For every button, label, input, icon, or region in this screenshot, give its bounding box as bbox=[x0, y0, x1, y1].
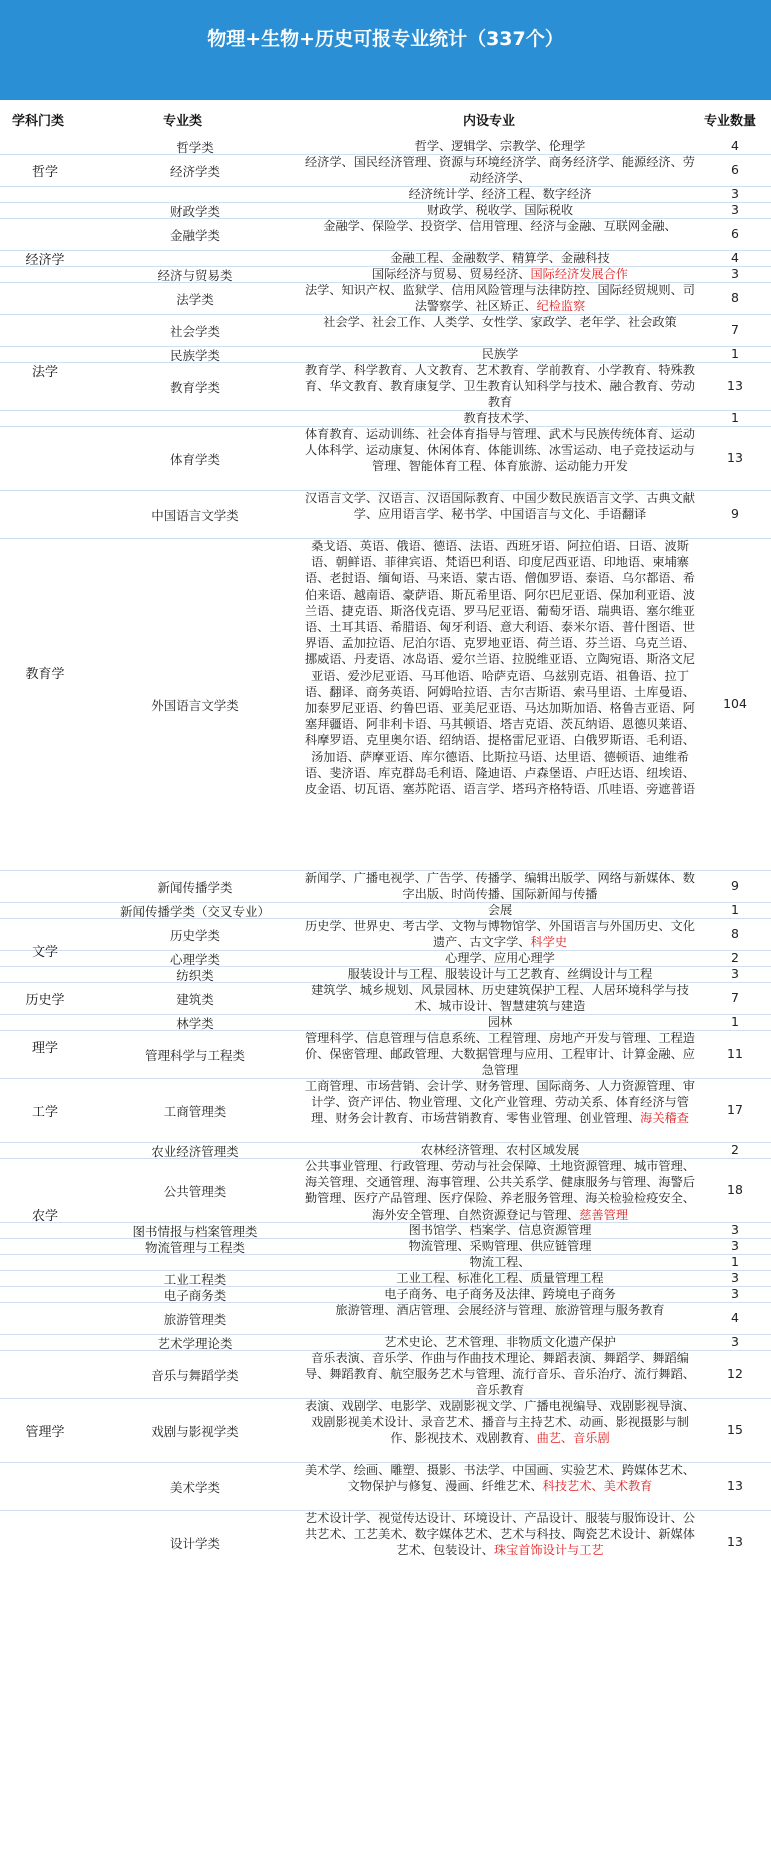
count-cell: 1 bbox=[731, 1254, 739, 1269]
category-cell: 建筑类 bbox=[176, 992, 214, 1007]
count-cell: 3 bbox=[731, 1286, 739, 1301]
table-row bbox=[0, 1398, 771, 1463]
table-row bbox=[0, 218, 771, 251]
major-text: 会展 bbox=[487, 903, 513, 917]
table-row bbox=[0, 538, 771, 871]
table-row bbox=[0, 1350, 771, 1399]
table-row bbox=[0, 186, 771, 203]
discipline-label: 农学 bbox=[31, 1209, 58, 1224]
table-row bbox=[0, 138, 771, 155]
majors-cell bbox=[300, 410, 700, 426]
category-cell: 设计学类 bbox=[169, 1536, 220, 1551]
count-cell: 7 bbox=[731, 322, 739, 337]
count-cell: 8 bbox=[731, 290, 739, 305]
category-cell: 音乐与舞蹈学类 bbox=[151, 1368, 239, 1383]
header-count: 专业数量 bbox=[704, 114, 757, 129]
category-cell: 戏剧与影视学类 bbox=[151, 1424, 239, 1439]
major-text: 管理科学、信息管理与信息系统、工程管理、房地产开发与管理、工程造价、保密管理、邮政管理、大数据管理与应用、工程审计、计算金融、应急管理 bbox=[305, 1031, 695, 1078]
table-row bbox=[0, 982, 771, 1015]
discipline-label: 管理学 bbox=[25, 1425, 65, 1440]
discipline-label: 经济学 bbox=[25, 253, 65, 268]
table-row bbox=[0, 154, 771, 187]
category-cell: 经济学类 bbox=[169, 164, 220, 179]
new-major-text: 海关稽查 bbox=[640, 1111, 689, 1126]
table-row bbox=[0, 950, 771, 967]
table-row bbox=[0, 1142, 771, 1159]
count-cell: 13 bbox=[727, 1534, 743, 1549]
table-row bbox=[0, 1158, 771, 1223]
majors-cell bbox=[300, 266, 700, 282]
major-text: 艺术设计学、视觉传达设计、环境设计、产品设计、服装与服饰设计、公共艺术、工艺美术、数字媒体艺术、艺术与科技、陶瓷艺术设计、新媒体艺术、包装设计、 bbox=[305, 1511, 695, 1558]
table-row bbox=[0, 1334, 771, 1351]
new-major-text: 国际经济发展合作 bbox=[530, 267, 628, 281]
major-text: 法学、知识产权、监狱学、信用风险管理与法律防控、国际经贸规则、司法警察学、社区矫正、 bbox=[305, 283, 695, 314]
major-text: 建筑学、城乡规划、风景园林、历史建筑保护工程、人居环境科学与技术、城市设计、智慧建筑与建造 bbox=[311, 983, 689, 1014]
category-cell: 物流管理与工程类 bbox=[144, 1240, 245, 1255]
count-cell: 13 bbox=[727, 1478, 743, 1493]
majors-cell bbox=[300, 346, 700, 362]
count-cell: 17 bbox=[727, 1102, 743, 1117]
majors-cell bbox=[300, 538, 700, 797]
count-cell: 1 bbox=[731, 1014, 739, 1029]
major-text: 图书馆学、档案学、信息资源管理 bbox=[408, 1223, 592, 1237]
new-major-text: 慈善管理 bbox=[579, 1207, 628, 1222]
majors-cell bbox=[300, 1398, 700, 1447]
count-cell: 9 bbox=[731, 878, 739, 893]
count-cell: 2 bbox=[731, 1142, 739, 1157]
category-cell: 历史学类 bbox=[169, 928, 220, 943]
major-text: 公共事业管理、行政管理、劳动与社会保障、土地资源管理、城市管理、海关管理、交通管理、海事管理、公共关系学、健康服务与管理、海警后勤管理、医疗产品管理、医疗保险、养老服务管理、海关检验检疫安全、海外安全管理、自然资源登记与管理、 bbox=[305, 1159, 695, 1222]
majors-cell bbox=[300, 154, 700, 186]
header-discipline: 学科门类 bbox=[12, 114, 65, 129]
majors-cell bbox=[300, 138, 700, 154]
count-cell: 15 bbox=[727, 1422, 743, 1437]
category-cell: 艺术学理论类 bbox=[157, 1336, 233, 1351]
table-row bbox=[0, 1238, 771, 1255]
table-row bbox=[0, 966, 771, 983]
majors-cell bbox=[300, 902, 700, 918]
major-text: 园林 bbox=[487, 1015, 513, 1029]
category-cell: 哲学类 bbox=[176, 140, 214, 155]
majors-cell bbox=[300, 1270, 700, 1286]
category-cell: 体育学类 bbox=[169, 452, 220, 467]
category-cell: 中国语言文学类 bbox=[151, 508, 239, 523]
count-cell: 3 bbox=[731, 966, 739, 981]
count-cell: 3 bbox=[731, 1222, 739, 1237]
count-cell: 3 bbox=[731, 266, 739, 281]
major-text: 物流工程、 bbox=[469, 1255, 531, 1269]
majors-cell bbox=[300, 490, 700, 522]
majors-cell bbox=[300, 966, 700, 982]
category-cell: 电子商务类 bbox=[163, 1288, 227, 1303]
category-cell: 公共管理类 bbox=[163, 1184, 227, 1199]
discipline-label: 文学 bbox=[31, 945, 58, 960]
major-table bbox=[0, 138, 771, 1838]
majors-cell bbox=[300, 1350, 700, 1399]
majors-cell bbox=[300, 1334, 700, 1350]
category-cell: 工商管理类 bbox=[163, 1104, 227, 1119]
table-row bbox=[0, 250, 771, 267]
major-text: 工商管理、市场营销、会计学、财务管理、国际商务、人力资源管理、审计学、资产评估、物业管理、文化产业管理、劳动关系、体育经济与管理、财务会计教育、市场营销教育、零售业管理、创业管理、 bbox=[305, 1079, 695, 1126]
new-major-text: 纪检监察 bbox=[536, 299, 586, 314]
major-text: 民族学 bbox=[481, 347, 519, 361]
category-cell: 新闻传播学类（交叉专业） bbox=[119, 904, 270, 919]
count-cell: 12 bbox=[727, 1366, 743, 1381]
discipline-label: 教育学 bbox=[25, 667, 65, 682]
major-text: 音乐表演、音乐学、作曲与作曲技术理论、舞蹈表演、舞蹈学、舞蹈编导、舞蹈教育、航空服务艺术与管理、流行音乐、音乐治疗、流行舞蹈、音乐教育 bbox=[305, 1351, 695, 1398]
table-row bbox=[0, 346, 771, 363]
title-banner bbox=[0, 0, 771, 100]
table-row bbox=[0, 1014, 771, 1031]
count-cell: 18 bbox=[727, 1182, 743, 1197]
majors-cell bbox=[300, 1254, 700, 1270]
major-text: 体育教育、运动训练、社会体育指导与管理、武术与民族传统体育、运动人体科学、运动康复、休闲体育、体能训练、冰雪运动、电子竞技运动与管理、智能体育工程、体育旅游、运动能力开发 bbox=[305, 427, 695, 474]
major-text: 汉语言文学、汉语言、汉语国际教育、中国少数民族语言文学、古典文献学、应用语言学、秘书学、中国语言与文化、手语翻译 bbox=[305, 491, 695, 522]
major-text: 农林经济管理、农村区域发展 bbox=[420, 1143, 580, 1157]
majors-cell bbox=[300, 1302, 700, 1318]
count-cell: 3 bbox=[731, 1334, 739, 1349]
table-row bbox=[0, 1462, 771, 1511]
majors-cell bbox=[300, 186, 700, 202]
page-title: 物理+生物+历史可报专业统计（337个） bbox=[207, 28, 564, 50]
count-cell: 8 bbox=[731, 926, 739, 941]
count-cell: 3 bbox=[731, 202, 739, 217]
category-cell: 纺织类 bbox=[176, 968, 214, 983]
major-text: 历史学、世界史、考古学、文物与博物馆学、外国语言与外国历史、文化遗产、古文字学、 bbox=[305, 919, 695, 950]
count-cell: 4 bbox=[731, 1310, 739, 1325]
count-cell: 7 bbox=[731, 990, 739, 1005]
category-cell: 新闻传播学类 bbox=[157, 880, 233, 895]
table-row bbox=[0, 426, 771, 491]
majors-cell bbox=[300, 1158, 700, 1223]
major-text: 金融工程、金融数学、精算学、金融科技 bbox=[390, 251, 610, 265]
majors-cell bbox=[300, 426, 700, 475]
major-text: 经济学、国民经济管理、资源与环境经济学、商务经济学、能源经济、劳动经济学、 bbox=[305, 155, 695, 186]
major-text: 桑戈语、英语、俄语、德语、法语、西班牙语、阿拉伯语、日语、波斯语、朝鲜语、菲律宾语、梵语巴利语、印度尼西亚语、印地语、柬埔寨语、老挝语、缅甸语、马来语、蒙古语、僧伽罗语、泰语、乌尔都语、希伯来语、越南语、豪萨语、斯瓦希里语、阿尔巴尼亚语、保加利亚语、波兰语、捷克语、斯洛伐克语、罗马尼亚语、葡萄牙语、瑞典语、塞尔维亚语、土耳其语、希腊语、匈牙利语、意大利语、泰米尔语、普什图语、世界语、孟加拉语、尼泊尔语、克罗地亚语、荷兰语、芬兰语、乌克兰语、挪威语、丹麦语、冰岛语、爱尔兰语、拉脱维亚语、立陶宛语、斯洛文尼亚语、爱沙尼亚语、马耳他语、哈萨克语、乌兹别克语、祖鲁语、拉丁语、翻译、商务英语、阿姆哈拉语、吉尔吉斯语、索马里语、土库曼语、加泰罗尼亚语、约鲁巴语、亚美尼亚语、马达加斯加语、格鲁吉亚语、阿塞拜疆语、阿非利卡语、马其顿语、塔吉克语、茨瓦纳语、恩德贝莱语、科摩罗语、克里奥尔语、绍纳语、提格雷尼亚语、白俄罗斯语、毛利语、汤加语、萨摩亚语、库尔德语、比斯拉马语、达里语、德顿语、迪维希语、斐济语、库克群岛毛利语、隆迪语、卢森堡语、卢旺达语、纽埃语、皮金语、切瓦语、塞苏陀语、语言学、塔玛齐格特语、爪哇语、旁遮普语 bbox=[305, 539, 695, 797]
count-cell: 6 bbox=[731, 162, 739, 177]
major-text: 新闻学、广播电视学、广告学、传播学、编辑出版学、网络与新媒体、数字出版、时尚传播、国际新闻与传播 bbox=[305, 871, 695, 902]
major-text: 哲学、逻辑学、宗教学、伦理学 bbox=[414, 139, 586, 153]
majors-cell bbox=[300, 1222, 700, 1238]
table-row bbox=[0, 362, 771, 411]
major-text: 电子商务、电子商务及法律、跨境电子商务 bbox=[384, 1287, 616, 1301]
major-text: 国际经济与贸易、贸易经济、 bbox=[372, 267, 531, 281]
major-text: 教育学、科学教育、人文教育、艺术教育、学前教育、小学教育、特殊教育、华文教育、教育康复学、卫生教育认知科学与技术、融合教育、劳动教育 bbox=[305, 363, 695, 410]
new-major-text: 科技艺术、美术教育 bbox=[542, 1479, 653, 1494]
majors-cell bbox=[300, 1238, 700, 1254]
table-row bbox=[0, 918, 771, 951]
major-text: 金融学、保险学、投资学、信用管理、经济与金融、互联网金融、 bbox=[323, 219, 677, 233]
majors-cell bbox=[300, 918, 700, 950]
discipline-label: 哲学 bbox=[31, 165, 58, 180]
table-row bbox=[0, 870, 771, 903]
category-cell: 民族学类 bbox=[169, 348, 220, 363]
majors-cell bbox=[300, 202, 700, 218]
table-row bbox=[0, 1030, 771, 1079]
new-major-text: 科学史 bbox=[530, 935, 568, 950]
major-text: 表演、戏剧学、电影学、戏剧影视文学、广播电视编导、戏剧影视导演、戏剧影视美术设计、录音艺术、播音与主持艺术、动画、影视摄影与制作、影视技术、戏剧教育、 bbox=[305, 1399, 695, 1446]
major-text: 物流管理、采购管理、供应链管理 bbox=[408, 1239, 592, 1253]
majors-cell bbox=[300, 1014, 700, 1030]
header-category: 专业类 bbox=[163, 114, 203, 129]
majors-cell bbox=[300, 218, 700, 234]
count-cell: 11 bbox=[727, 1046, 743, 1061]
category-cell: 外国语言文学类 bbox=[151, 698, 239, 713]
table-row bbox=[0, 1222, 771, 1239]
table-row bbox=[0, 490, 771, 539]
table-row bbox=[0, 1286, 771, 1303]
count-cell: 1 bbox=[731, 902, 739, 917]
majors-cell bbox=[300, 950, 700, 966]
count-cell: 3 bbox=[731, 1270, 739, 1285]
majors-cell bbox=[300, 362, 700, 411]
table-row bbox=[0, 314, 771, 347]
count-cell: 2 bbox=[731, 950, 739, 965]
majors-cell bbox=[300, 1286, 700, 1302]
majors-cell bbox=[300, 1030, 700, 1079]
discipline-label: 理学 bbox=[31, 1041, 58, 1056]
category-cell: 心理学类 bbox=[169, 952, 220, 967]
major-text: 美术学、绘画、雕塑、摄影、书法学、中国画、实验艺术、跨媒体艺术、文物保护与修复、漫画、纤维艺术、 bbox=[305, 1463, 695, 1494]
category-cell: 社会学类 bbox=[169, 324, 220, 339]
table-row bbox=[0, 202, 771, 219]
majors-cell bbox=[300, 1142, 700, 1158]
count-cell: 4 bbox=[731, 250, 739, 265]
major-text: 经济统计学、经济工程、数字经济 bbox=[408, 187, 592, 201]
major-text: 心理学、应用心理学 bbox=[445, 951, 555, 965]
count-cell: 1 bbox=[731, 346, 739, 361]
discipline-label: 工学 bbox=[31, 1105, 58, 1120]
majors-cell bbox=[300, 250, 700, 266]
category-cell: 教育学类 bbox=[169, 380, 220, 395]
table-row bbox=[0, 1270, 771, 1287]
category-cell: 旅游管理类 bbox=[163, 1312, 227, 1327]
count-cell: 9 bbox=[731, 506, 739, 521]
majors-cell bbox=[300, 282, 700, 314]
table-row bbox=[0, 282, 771, 315]
count-cell: 1 bbox=[731, 410, 739, 425]
count-cell: 3 bbox=[731, 186, 739, 201]
category-cell: 林学类 bbox=[176, 1016, 214, 1031]
count-cell: 4 bbox=[731, 138, 739, 153]
category-cell: 美术学类 bbox=[169, 1480, 220, 1495]
major-text: 旅游管理、酒店管理、会展经济与管理、旅游管理与服务教育 bbox=[335, 1303, 665, 1317]
table-row bbox=[0, 1302, 771, 1335]
discipline-label: 法学 bbox=[31, 365, 58, 380]
major-text: 财政学、税收学、国际税收 bbox=[426, 203, 574, 217]
table-row bbox=[0, 266, 771, 283]
category-cell: 法学类 bbox=[176, 292, 214, 307]
new-major-text: 曲艺、音乐剧 bbox=[536, 1431, 610, 1446]
major-text: 社会学、社会工作、人类学、女性学、家政学、老年学、社会政策 bbox=[323, 315, 677, 329]
category-cell: 图书情报与档案管理类 bbox=[132, 1224, 258, 1239]
major-text: 服装设计与工程、服装设计与工艺教育、丝绸设计与工程 bbox=[347, 967, 653, 981]
table-row bbox=[0, 1254, 771, 1271]
majors-cell bbox=[300, 982, 700, 1014]
major-text: 教育技术学、 bbox=[463, 411, 537, 425]
table-row bbox=[0, 410, 771, 427]
discipline-label: 历史学 bbox=[25, 993, 65, 1008]
count-cell: 6 bbox=[731, 226, 739, 241]
header-majors: 内设专业 bbox=[463, 114, 516, 129]
majors-cell bbox=[300, 1462, 700, 1494]
major-text: 工业工程、标准化工程、质量管理工程 bbox=[396, 1271, 604, 1285]
category-cell: 工业工程类 bbox=[163, 1272, 227, 1287]
new-major-text: 珠宝首饰设计与工艺 bbox=[493, 1543, 604, 1558]
category-cell: 财政学类 bbox=[169, 204, 220, 219]
category-cell: 经济与贸易类 bbox=[157, 268, 233, 283]
table-row bbox=[0, 1078, 771, 1143]
count-cell: 104 bbox=[723, 696, 747, 711]
count-cell: 13 bbox=[727, 450, 743, 465]
majors-cell bbox=[300, 1078, 700, 1127]
category-cell: 农业经济管理类 bbox=[151, 1144, 239, 1159]
majors-cell bbox=[300, 1510, 700, 1559]
table-row bbox=[0, 902, 771, 919]
major-text: 艺术史论、艺术管理、非物质文化遗产保护 bbox=[384, 1335, 616, 1349]
category-cell: 金融学类 bbox=[169, 228, 220, 243]
count-cell: 3 bbox=[731, 1238, 739, 1253]
category-cell: 管理科学与工程类 bbox=[144, 1048, 245, 1063]
count-cell: 13 bbox=[727, 378, 743, 393]
majors-cell bbox=[300, 314, 700, 330]
table-row bbox=[0, 1510, 771, 1574]
majors-cell bbox=[300, 870, 700, 902]
